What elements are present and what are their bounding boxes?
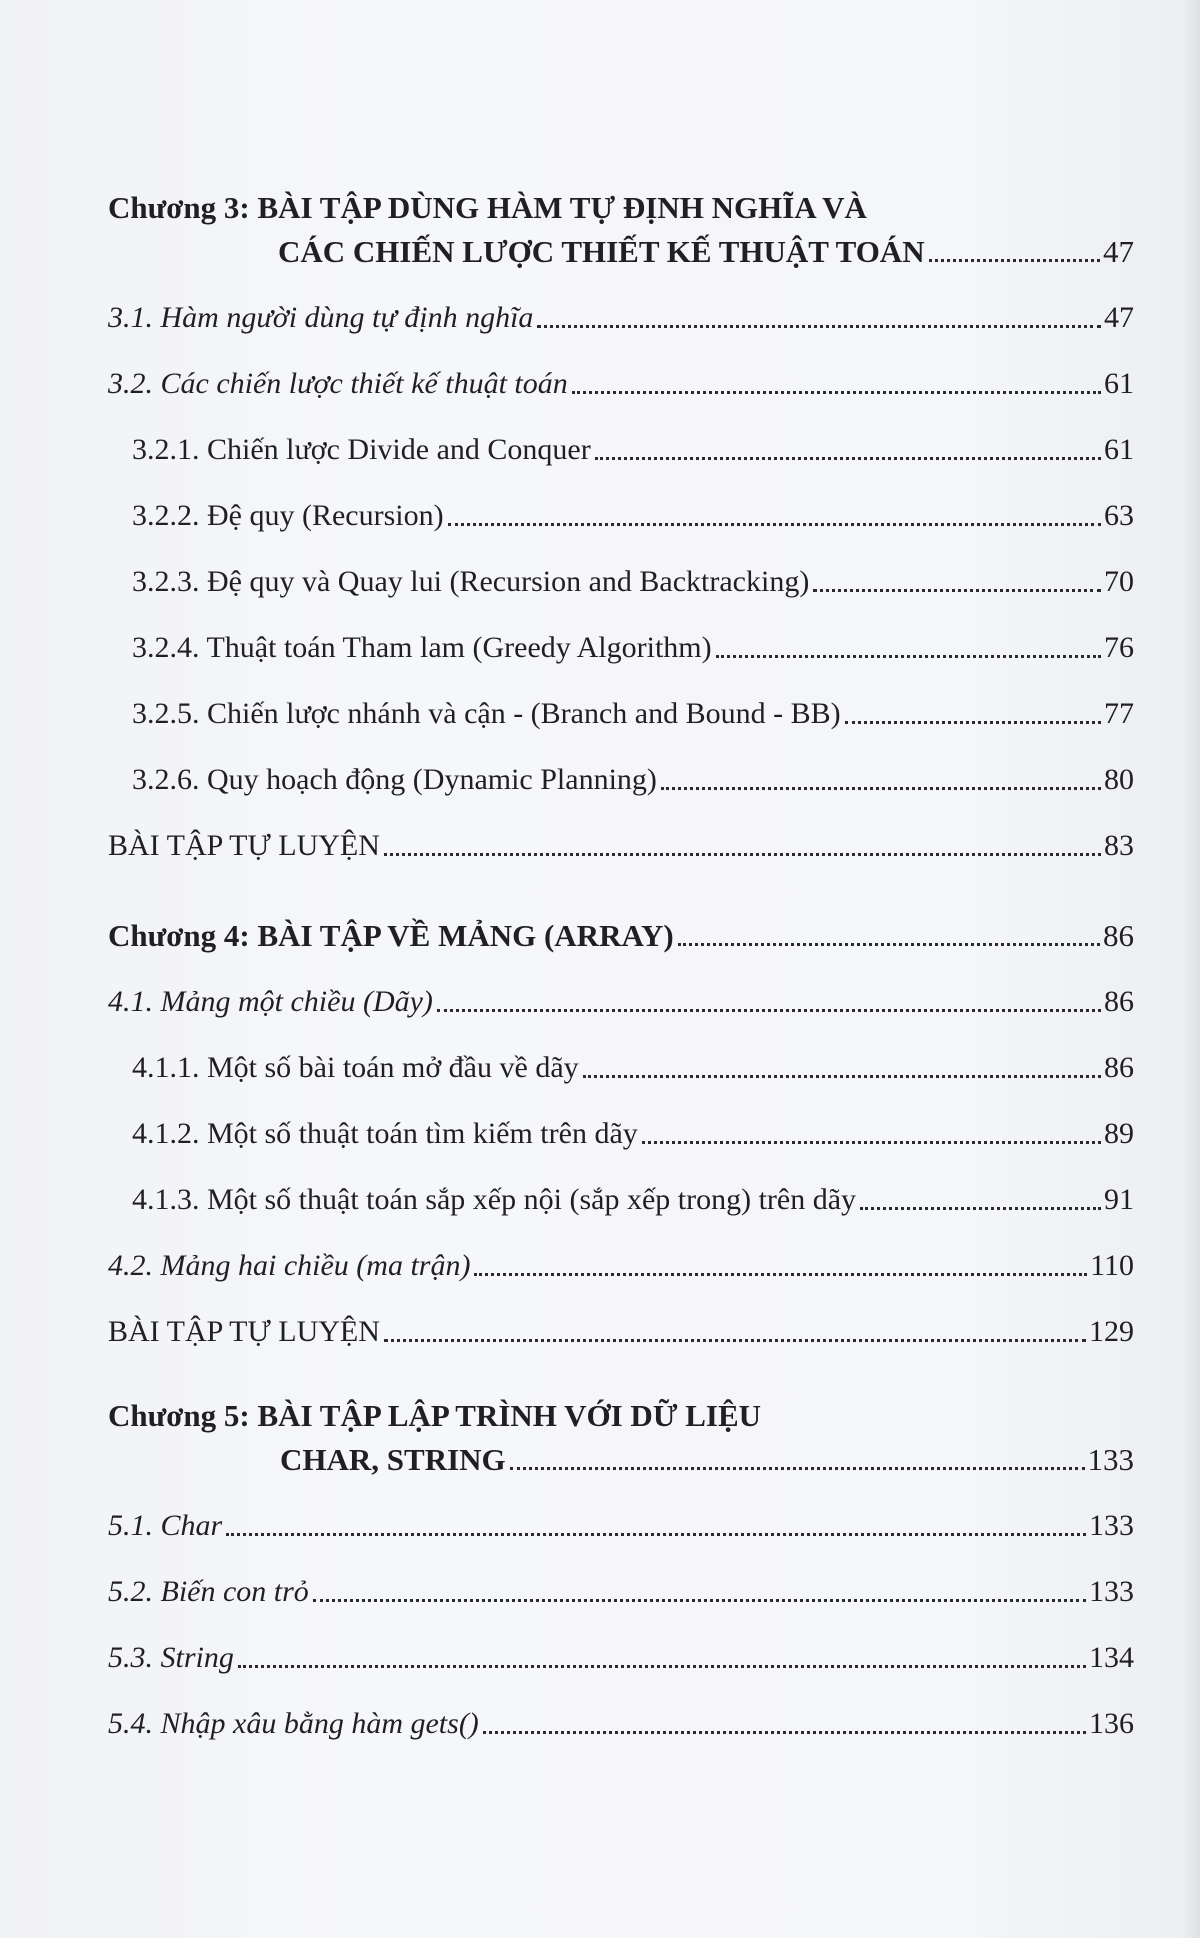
dot-leader [595, 457, 1101, 460]
toc-entry-4-1-1 [108, 1044, 1134, 1086]
page-number: 76 [1104, 631, 1134, 664]
page-number: 136 [1089, 1707, 1134, 1740]
entry-title: 3.2.5. Chiến lược nhánh và cận - (Branch and Bound - BB) [132, 697, 841, 730]
toc-entry-5-2 [108, 1568, 1134, 1610]
dot-leader [845, 721, 1101, 724]
page-number: 89 [1104, 1117, 1134, 1150]
dot-leader [572, 391, 1101, 394]
chapter-5-title-cont: CHAR, STRING [280, 1442, 506, 1477]
toc-entry-exercises-ch3 [108, 822, 1134, 864]
toc-entry-exercises-ch4 [108, 1308, 1134, 1350]
dot-leader [860, 1207, 1101, 1210]
chapter-3-title-cont: CÁC CHIẾN LƯỢC THIẾT KẾ THUẬT TOÁN [278, 234, 925, 269]
page-number: 83 [1104, 829, 1134, 862]
entry-title: 3.2. Các chiến lược thiết kế thuật toán [108, 367, 568, 400]
chapter-3-heading-line-1: Chương 3: BÀI TẬP DÙNG HÀM TỰ ĐỊNH NGHĨA VÀ [108, 190, 867, 225]
toc-entry-chapter-4 [108, 912, 1134, 954]
entry-title: 4.1.2. Một số thuật toán tìm kiếm trên dãy [132, 1117, 638, 1150]
dot-leader [813, 589, 1101, 592]
entry-title: 5.4. Nhập xâu bằng hàm gets() [108, 1707, 479, 1740]
entry-title: 5.3. String [108, 1641, 234, 1674]
dot-leader [384, 853, 1101, 856]
toc-entry-5-3 [108, 1634, 1134, 1676]
toc-entry-5-4 [108, 1700, 1134, 1742]
dot-leader [483, 1731, 1086, 1734]
chapter-5-heading-line-1: Chương 5: BÀI TẬP LẬP TRÌNH VỚI DỮ LIỆU [108, 1398, 762, 1433]
toc-entry-4-2 [108, 1242, 1134, 1284]
entry-title: 3.2.3. Đệ quy và Quay lui (Recursion and Backtracking) [132, 565, 810, 598]
entry-title: 4.1.1. Một số bài toán mở đầu về dãy [132, 1051, 579, 1084]
entry-title: 3.1. Hàm người dùng tự định nghĩa [108, 301, 534, 334]
dot-leader [929, 259, 1100, 262]
dot-leader [474, 1273, 1087, 1276]
dot-leader [448, 523, 1101, 526]
page-number: 86 [1103, 918, 1134, 953]
toc-entry-3-1 [108, 294, 1134, 336]
entry-title: 3.2.2. Đệ quy (Recursion) [132, 499, 444, 532]
page-number: 133 [1087, 1442, 1134, 1477]
toc-entry-3-2-6 [108, 756, 1134, 798]
page-edge-shadow [1182, 0, 1200, 1938]
entry-title: 4.1. Mảng một chiều (Dãy) [108, 985, 433, 1018]
toc-entry-5-1 [108, 1502, 1134, 1544]
page-number: 61 [1104, 367, 1134, 400]
page-number: 86 [1104, 985, 1134, 1018]
page-number: 134 [1089, 1641, 1134, 1674]
toc-entry-3-2-4 [108, 624, 1134, 666]
page-number: 47 [1104, 301, 1134, 334]
entry-title: 3.2.4. Thuật toán Tham lam (Greedy Algorithm) [132, 631, 712, 664]
entry-title: 3.2.1. Chiến lược Divide and Conquer [132, 433, 591, 466]
dot-leader [384, 1339, 1086, 1342]
dot-leader [583, 1075, 1101, 1078]
dot-leader [238, 1665, 1086, 1668]
toc-entry-4-1-2 [108, 1110, 1134, 1152]
dot-leader [437, 1009, 1101, 1012]
entry-title: 3.2.6. Quy hoạch động (Dynamic Planning) [132, 763, 657, 796]
page-number: 129 [1089, 1315, 1134, 1348]
entry-title: 5.1. Char [108, 1509, 223, 1542]
dot-leader [661, 787, 1101, 790]
toc-entry-4-1-3 [108, 1176, 1134, 1218]
toc-entry-3-2-2 [108, 492, 1134, 534]
toc-entry-4-1 [108, 978, 1134, 1020]
dot-leader [226, 1533, 1086, 1536]
toc-entry-3-2 [108, 360, 1134, 402]
page-number: 61 [1104, 433, 1134, 466]
dot-leader [313, 1599, 1086, 1602]
page-number: 133 [1089, 1509, 1134, 1542]
chapter-5-heading-line-2 [108, 1436, 1134, 1478]
page-number: 91 [1104, 1183, 1134, 1216]
page-number: 77 [1104, 697, 1134, 730]
toc-entry-3-2-3 [108, 558, 1134, 600]
entry-title: BÀI TẬP TỰ LUYỆN [108, 829, 380, 862]
dot-leader [642, 1141, 1101, 1144]
page-number: 63 [1104, 499, 1134, 532]
toc-entry-3-2-1 [108, 426, 1134, 468]
page-number: 86 [1104, 1051, 1134, 1084]
page-number: 70 [1104, 565, 1134, 598]
toc-entry-3-2-5 [108, 690, 1134, 732]
entry-title: 4.1.3. Một số thuật toán sắp xếp nội (sắp xếp trong) trên dãy [132, 1183, 857, 1216]
page-number: 110 [1090, 1249, 1134, 1282]
chapter-4-title: Chương 4: BÀI TẬP VỀ MẢNG (ARRAY) [108, 918, 674, 953]
dot-leader [510, 1467, 1085, 1470]
dot-leader [716, 655, 1101, 658]
chapter-3-heading-line-2 [108, 228, 1134, 270]
entry-title: 5.2. Biến con trỏ [108, 1575, 309, 1608]
dot-leader [678, 943, 1100, 946]
dot-leader [537, 325, 1101, 328]
page-number: 80 [1104, 763, 1134, 796]
entry-title: 4.2. Mảng hai chiều (ma trận) [108, 1249, 471, 1282]
page-number: 47 [1103, 234, 1134, 269]
entry-title: BÀI TẬP TỰ LUYỆN [108, 1315, 380, 1348]
page-number: 133 [1089, 1575, 1134, 1608]
